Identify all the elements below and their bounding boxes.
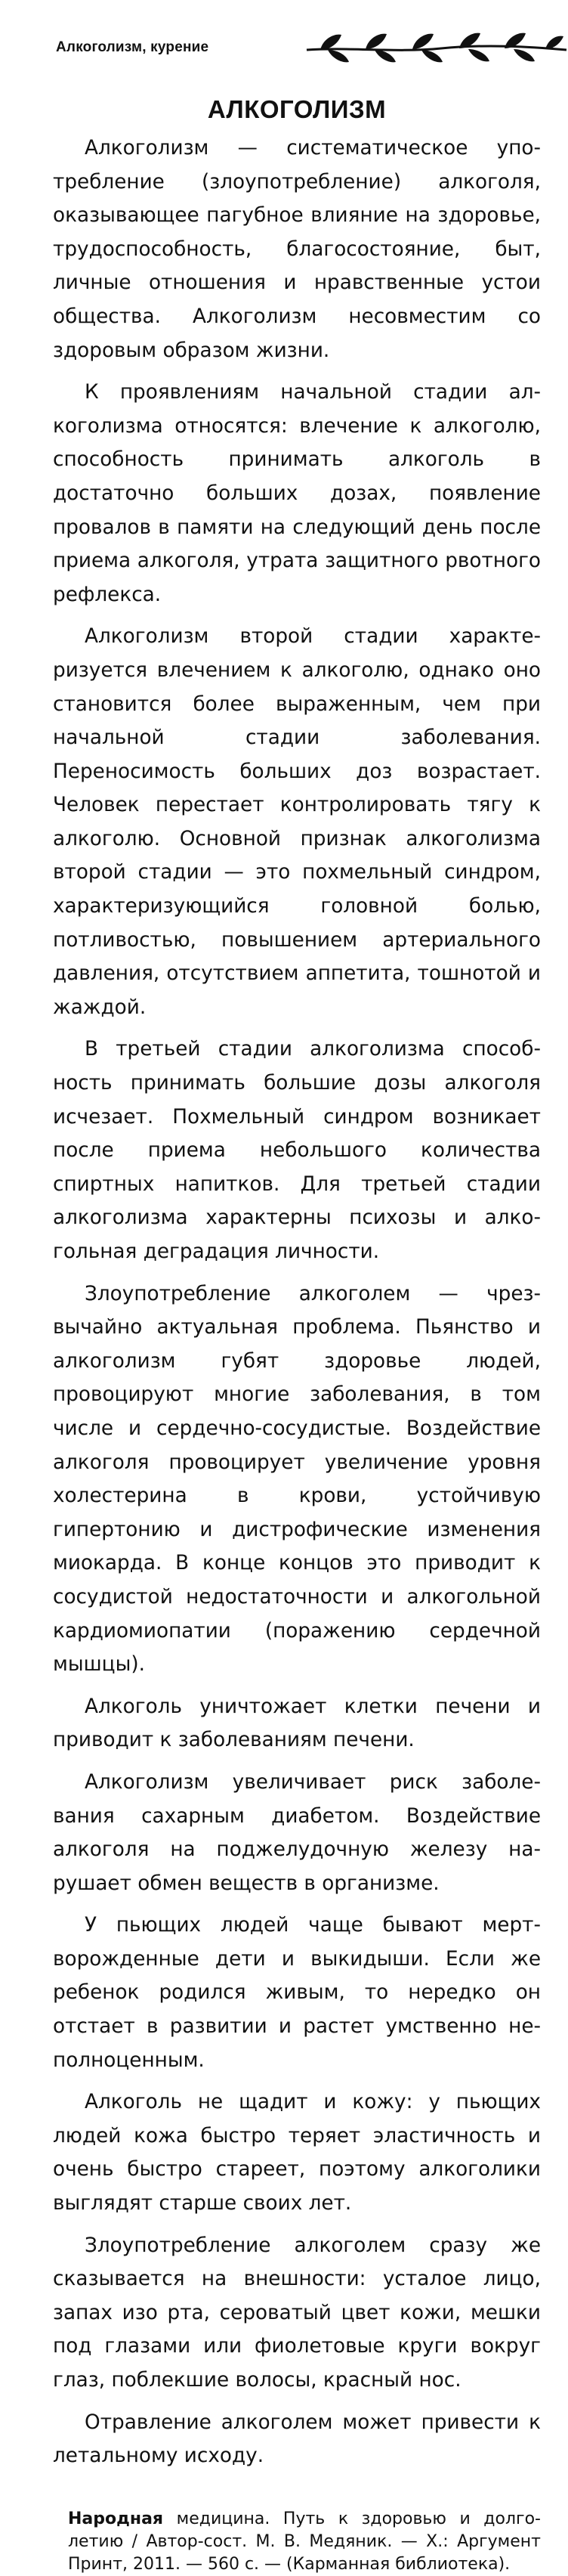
paragraph: Злоупотребление алкоголем — чрезвычайно актуальная проблема. Пьянство и алкоголизм губят здоровье людей, провоцируют многие заболевания, в том числе и сердечно-сосудистые. Воздействие алкоголя провоцирует увеличение уровня холестерина в крови, устойчивую гипертонию и дистрофические изменения миокарда. В конце концов это приводит к сосудистой недостаточности и алкогольной кардиомиопатии (поражению сердечной мышцы). — [53, 1282, 541, 1677]
paragraph: Алкоголизм увеличивает риск заболевания сахарным диабетом. Воздействие алкоголя на поджелудочную железу нарушает обмен веществ в организме. — [53, 1770, 541, 1895]
running-header — [53, 26, 541, 68]
source-citation — [53, 2508, 541, 2576]
paragraph: К проявлениям начальной стадии алкоголизма относятся: влечение к алкоголю, способность принимать алкоголь в достаточно больших дозах, появление провалов в памяти на следующий день после приема алкоголя, утрата защитного рвотного рефлекса. — [53, 381, 541, 606]
leaf-vine-ornament-icon — [305, 30, 568, 67]
paragraph: Злоупотребление алкоголем сразу же сказывается на внешности: усталое лицо, запах изо рта, сероватый цвет кожи, мешки под глазами или фиолетовые круги вокруг глаз, поблекшие волосы, красный нос. — [53, 2234, 541, 2392]
citation-lead: Народная — [68, 2509, 164, 2528]
paragraph: В третьей стадии алкоголизма способность принимать большие дозы алкоголя исчезает. Похмельный синдром возникает после приема небольшого количества спиртных напитков. Для третьей стадии алкоголизма характерны психозы и алкогольная деградация личности. — [53, 1038, 541, 1263]
article-title: АЛКОГОЛИЗМ — [207, 95, 387, 123]
article-body — [53, 132, 541, 2473]
section-label: Алкоголизм, курение — [56, 39, 209, 55]
paragraph: Алкоголизм второй стадии характеризуется влечением к алкоголю, однако оно становится более выраженным, чем при начальной стадии заболевания. Переносимость больших доз возрастает. Человек перестает контролировать тягу к алкоголю. Основной признак алкоголизма второй стадии — это похмельный синдром, характеризующийся головной болью, потливостью, повышением артериального давления, отсутствием аппетита, тошнотой и жаждой. — [53, 625, 541, 1019]
citation-rest: медицина. Путь к здоровью и долголетию / Автор-сост. М. В. Медяник. — Х.: Аргумент Принт, 2011. — 560 с. — (Карманная библиотека). — [68, 2509, 541, 2574]
paragraph: У пьющих людей чаще бывают мертворожденные дети и выкидыши. Если же ребенок родился живым, то нередко он отстает в развитии и растет умственно неполноценным. — [53, 1914, 541, 2072]
paragraph: Отравление алкоголем может привести к летальному исходу. — [53, 2410, 541, 2468]
paragraph: Алкоголь уничтожает клетки печени и приводит к заболеваниям печени. — [53, 1695, 541, 1752]
paragraph: Алкоголь не щадит и кожу: у пьющих людей кожа быстро теряет эластичность и очень быстро стареет, поэтому алкоголики выглядят старше своих лет. — [53, 2091, 541, 2215]
paragraph: Алкоголизм — систематическое употребление (злоупотребление) алкоголя, оказывающее пагубное влияние на здоровье, трудоспособность, благосостояние, быт, личные отношения и нравственные устои общества. Алкоголизм несовместим со здоровым образом жизни. — [53, 137, 541, 362]
